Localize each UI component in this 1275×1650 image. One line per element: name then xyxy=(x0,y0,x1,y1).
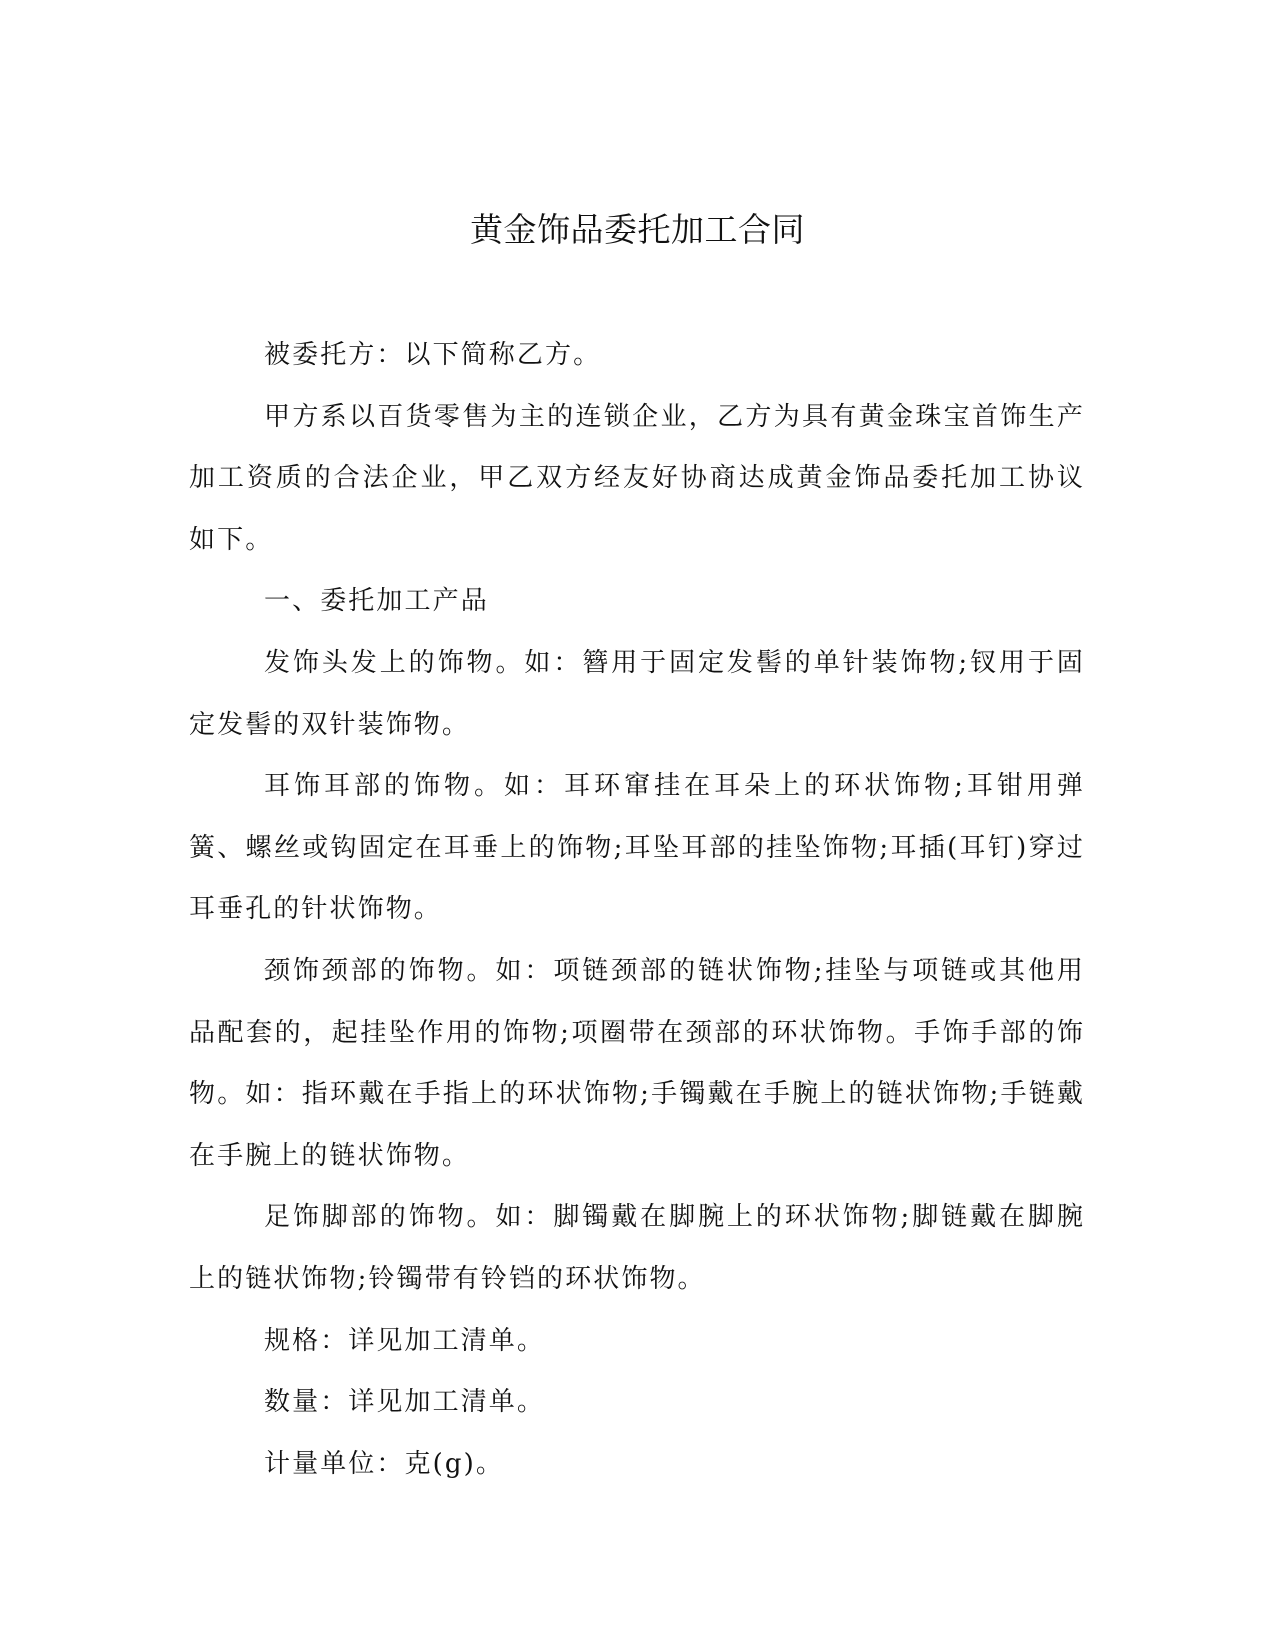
document-body xyxy=(189,325,1085,1495)
paragraph-hair-ornaments: 发饰头发上的饰物。如：簪用于固定发髻的单针装饰物;钗用于固定发髻的双针装饰物。 xyxy=(189,647,1085,740)
paragraph-preamble: 甲方系以百货零售为主的连锁企业，乙方为具有黄金珠宝首饰生产加工资质的合法企业，甲乙双方经友好协商达成黄金饰品委托加工协议如下。 xyxy=(189,401,1085,555)
paragraph-unit: 计量单位：克(g)。 xyxy=(264,1448,504,1479)
section-heading: 一、委托加工产品 xyxy=(264,586,489,617)
paragraph-specification: 规格：详见加工清单。 xyxy=(264,1325,546,1356)
document-title: 黄金饰品委托加工合同 xyxy=(470,210,805,249)
paragraph-entrusted-party: 被委托方：以下简称乙方。 xyxy=(264,340,602,370)
paragraph-quantity: 数量：详见加工清单。 xyxy=(264,1387,546,1418)
paragraph-foot-ornaments: 足饰脚部的饰物。如：脚镯戴在脚腕上的环状饰物;脚链戴在脚腕上的链状饰物;铃镯带有铃铛的环状饰物。 xyxy=(189,1202,1085,1294)
paragraph-neck-hand-ornaments: 颈饰颈部的饰物。如：项链颈部的链状饰物;挂坠与项链或其他用品配套的，起挂坠作用的饰物;项圈带在颈部的环状饰物。手饰手部的饰物。如：指环戴在手指上的环状饰物;手镯戴在手腕上的链状饰物;手链戴在手腕上的链状饰物。 xyxy=(189,955,1085,1171)
paragraph-ear-ornaments: 耳饰耳部的饰物。如：耳环窜挂在耳朵上的环状饰物;耳钳用弹簧、螺丝或钩固定在耳垂上的饰物;耳坠耳部的挂坠饰物;耳插(耳钉)穿过耳垂孔的针状饰物。 xyxy=(189,771,1085,925)
